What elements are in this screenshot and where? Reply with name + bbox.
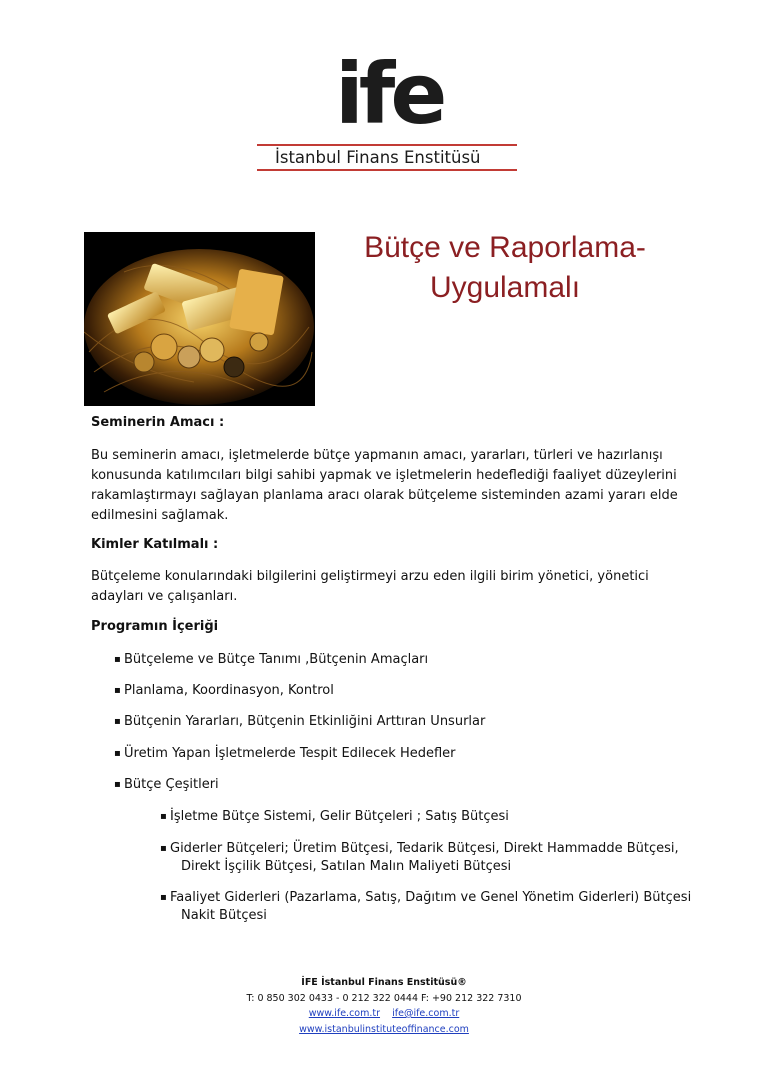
sub-list-item: ▪ İşletme Bütçe Sistemi, Gelir Bütçeleri ; Satış Bütçesi [160,809,509,824]
footer-web-link[interactable]: www.ife.com.tr [308,1008,381,1019]
bullet-icon: ▪ [114,748,121,759]
bullet-icon: ▪ [114,685,121,696]
bullet-icon: ▪ [114,716,121,727]
title-line-2: Uygulamalı [429,271,581,304]
bullet-icon: ▪ [160,843,167,854]
footer-company-name: İFE İstanbul Finans Enstitüsü® [301,977,467,988]
content-heading: Programın İçeriği [91,619,219,634]
sub-list-item: ▪ Giderler Bütçeleri; Üretim Bütçesi, Tedarik Bütçesi, Direkt Hammadde Bütçesi, Direkt İşçilik Bütçesi, Satılan Malın Maliyeti Bütçesi [160,841,679,874]
footer-contact: T: 0 850 302 0433 - 0 212 322 0444 F: +90 212 322 7310 [246,992,522,1004]
bullet-icon: ▪ [160,811,167,822]
list-item: ▪ Bütçe Çeşitleri [114,777,219,792]
page-title [330,228,680,308]
title-line-1: Bütçe ve Raporlama- [364,231,646,264]
bullet-icon: ▪ [160,892,167,903]
logo-top-rule [257,144,517,146]
sub-list-item: ▪ Faaliyet Giderleri (Pazarlama, Satış, Dağıtım ve Genel Yönetim Giderleri) Bütçesi Nakit Bütçesi [160,890,692,923]
list-item: ▪ Bütçenin Yararları, Bütçenin Etkinliğini Arttıran Unsurlar [114,714,486,729]
audience-text: Bütçeleme konularındaki bilgilerini geliştirmeyi arzu eden ilgili birim yönetici, yönetici adayları ve çalışanları. [91,569,649,604]
list-item: ▪ Bütçeleme ve Bütçe Tanımı ,Bütçenin Amaçları [114,652,429,667]
list-item: ▪ Planlama, Koordinasyon, Kontrol [114,683,334,698]
purpose-heading: Seminerin Amacı : [91,415,225,430]
footer-links [184,1006,584,1022]
bullet-icon: ▪ [114,779,121,790]
footer-email-link[interactable]: ife@ife.com.tr [392,1008,460,1019]
list-item: ▪ Üretim Yapan İşletmelerde Tespit Edilecek Hedefler [114,746,456,761]
logo-mark: ife [335,45,443,143]
logo-text: İstanbul Finans Enstitüsü [275,148,481,167]
purpose-text: Bu seminerin amacı, işletmelerde bütçe yapmanın amacı, yararları, türleri ve hazırlanışı konusunda katılımcıları bilgi sahibi yapmak ve işletmelerin hedeflediği faaliyet düzeylerini rakamlaştırmayı sağlayan planlama aracı olarak bütçeleme sisteminden azami yararı elde edilmesini sağlamak. [91,448,678,523]
gold-coins-nest-image [84,232,315,406]
footer-web2-link[interactable]: www.istanbulinstituteoffinance.com [299,1023,469,1035]
footer [184,975,584,1037]
bullet-icon: ▪ [114,654,121,665]
logo-bottom-rule [257,169,517,171]
audience-heading: Kimler Katılmalı : [91,537,219,552]
ife-logo [257,45,517,172]
